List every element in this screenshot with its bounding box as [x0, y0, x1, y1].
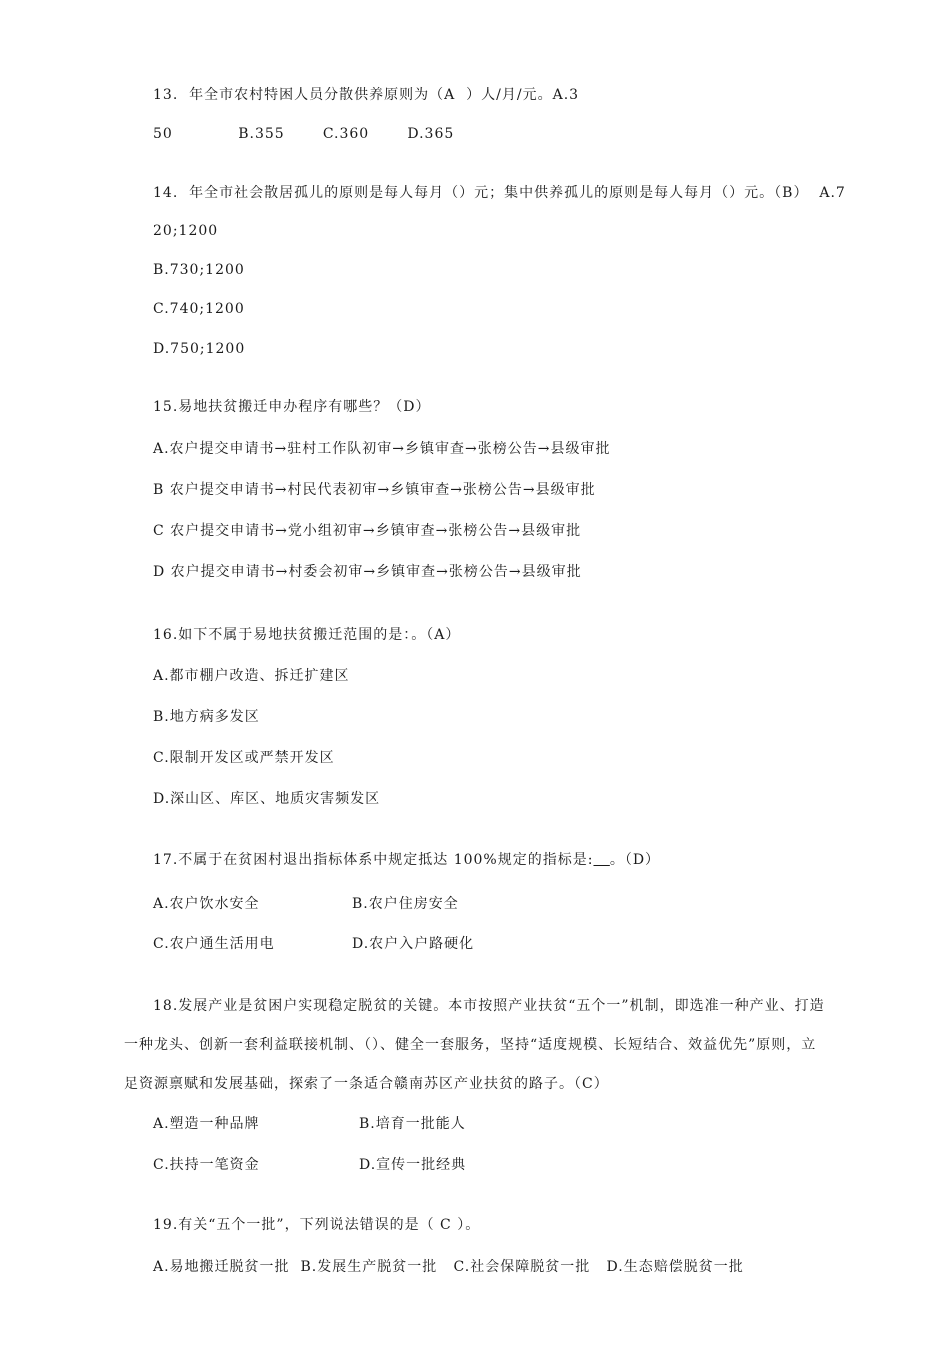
- q14-option-c: C.740;1200: [153, 301, 245, 317]
- q16-option-a: A.都市棚户改造、拆迁扩建区: [153, 668, 350, 684]
- q17-stem-suffix: 。（D）: [609, 852, 661, 868]
- q17-option-c: C.农户通生活用电: [153, 936, 275, 952]
- q17-option-b: B.农户住房安全: [352, 896, 459, 912]
- q15-option-d: D 农户提交申请书→村委会初审→乡镇审查→张榜公告→县级审批: [153, 564, 582, 580]
- q17-option-d: D.农户入户路硬化: [352, 936, 475, 952]
- q18-option-a: A.塑造一种品牌: [153, 1116, 260, 1132]
- q16-stem: 16.如下不属于易地扶贫搬迁范围的是：。（A）: [153, 627, 461, 643]
- q18-option-c: C.扶持一笔资金: [153, 1157, 260, 1173]
- q19-stem: 19.有关“五个一批”，下列说法错误的是（ C ）。: [153, 1217, 481, 1233]
- q17-stem-text: 17.不属于在贫困村退出指标体系中规定抵达 100%规定的指标是:: [153, 852, 594, 868]
- q16-option-c: C.限制开发区或严禁开发区: [153, 750, 335, 766]
- q15-stem: 15.易地扶贫搬迁申办程序有哪些？（D）: [153, 399, 431, 415]
- q17-option-a: A.农户饮水安全: [153, 896, 260, 912]
- q19-options: A.易地搬迁脱贫一批 B.发展生产脱贫一批 C.社会保障脱贫一批 D.生态赔偿脱贫一批: [153, 1259, 744, 1275]
- q18-paragraph-line-2: 一种龙头、创新一套利益联接机制、（）、健全一套服务，坚持“适度规模、长短结合、效益优先”原则，立: [124, 1037, 817, 1053]
- q15-option-a: A.农户提交申请书→驻村工作队初审→乡镇审查→张榜公告→县级审批: [153, 441, 611, 457]
- q18-paragraph-line-3: 足资源禀赋和发展基础，探索了一条适合赣南苏区产业扶贫的路子。（C）: [124, 1076, 609, 1092]
- q15-option-b: B 农户提交申请书→村民代表初审→乡镇审查→张榜公告→县级审批: [153, 482, 596, 498]
- q13-options: 50 B.355 C.360 D.365: [153, 126, 455, 142]
- q15-option-c: C 农户提交申请书→党小组初审→乡镇审查→张榜公告→县级审批: [153, 523, 582, 539]
- q17-stem: [153, 851, 660, 869]
- q14-stem: 14. 年全市社会散居孤儿的原则是每人每月（）元；集中供养孤儿的原则是每人每月（）元。（B） A.7: [153, 185, 846, 201]
- q14-option-b: B.730;1200: [153, 262, 245, 278]
- q13-stem: 13. 年全市农村特困人员分散供养原则为（A ）人/月/元。A.3: [153, 87, 580, 103]
- q18-paragraph-line-1: 18.发展产业是贫困户实现稳定脱贫的关键。本市按照产业扶贫“五个一”机制，即选准一种产业、打造: [153, 998, 825, 1014]
- q18-option-d: D.宣传一批经典: [359, 1157, 467, 1173]
- q16-option-b: B.地方病多发区: [153, 709, 260, 725]
- q14-option-d: D.750;1200: [153, 341, 246, 357]
- q14-option: 20;1200: [153, 223, 219, 239]
- q17-answer-blank: [593, 852, 609, 868]
- q18-option-b: B.培育一批能人: [359, 1116, 466, 1132]
- q16-option-d: D.深山区、库区、地质灾害频发区: [153, 791, 381, 807]
